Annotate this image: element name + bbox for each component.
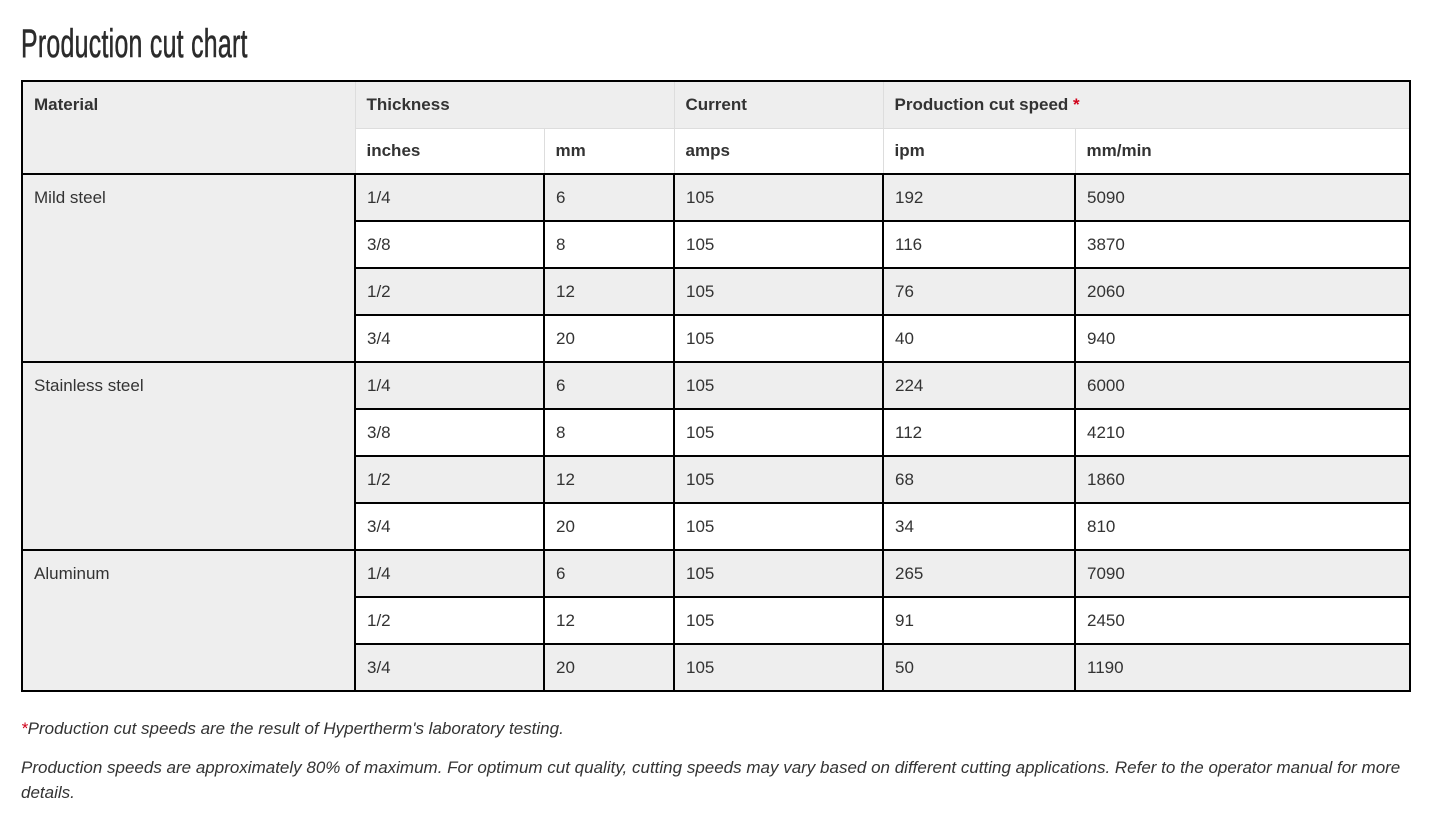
table-row <box>22 174 1410 221</box>
ipm-cell: 34 <box>883 503 1075 550</box>
amps-cell: 105 <box>674 315 883 362</box>
amps-cell: 105 <box>674 597 883 644</box>
material-header: Material <box>22 81 355 174</box>
inches-cell: 3/4 <box>355 315 544 362</box>
inches-cell: 1/4 <box>355 174 544 221</box>
mm-min-cell: 6000 <box>1075 362 1410 409</box>
amps-subheader: amps <box>674 128 883 174</box>
mm-min-cell: 3870 <box>1075 221 1410 268</box>
table-body <box>22 174 1410 691</box>
asterisk-marker: * <box>21 719 28 738</box>
inches-cell: 3/8 <box>355 221 544 268</box>
disclaimer-note: Production speeds are approximately 80% of maximum. For optimum cut quality, cutting speeds may vary based on different cutting applications. Refer to the operator manual for more details. <box>21 758 1401 802</box>
table-row <box>22 550 1410 597</box>
mm-min-cell: 2450 <box>1075 597 1410 644</box>
mm-cell: 6 <box>544 174 674 221</box>
material-cell: Aluminum <box>22 550 355 691</box>
amps-cell: 105 <box>674 456 883 503</box>
mm-subheader: mm <box>544 128 674 174</box>
inches-cell: 1/4 <box>355 362 544 409</box>
ipm-cell: 76 <box>883 268 1075 315</box>
mm-min-subheader: mm/min <box>1075 128 1410 174</box>
asterisk-marker: * <box>1073 94 1080 114</box>
amps-cell: 105 <box>674 644 883 691</box>
mm-cell: 20 <box>544 644 674 691</box>
material-cell: Stainless steel <box>22 362 355 550</box>
material-cell: Mild steel <box>22 174 355 362</box>
footnote <box>21 716 1411 741</box>
amps-cell: 105 <box>674 221 883 268</box>
amps-cell: 105 <box>674 503 883 550</box>
ipm-cell: 224 <box>883 362 1075 409</box>
amps-cell: 105 <box>674 268 883 315</box>
ipm-cell: 112 <box>883 409 1075 456</box>
inches-cell: 3/4 <box>355 503 544 550</box>
mm-min-cell: 4210 <box>1075 409 1410 456</box>
ipm-cell: 116 <box>883 221 1075 268</box>
mm-min-cell: 810 <box>1075 503 1410 550</box>
mm-cell: 20 <box>544 315 674 362</box>
mm-cell: 8 <box>544 409 674 456</box>
mm-cell: 6 <box>544 362 674 409</box>
ipm-cell: 192 <box>883 174 1075 221</box>
inches-subheader: inches <box>355 128 544 174</box>
inches-cell: 1/2 <box>355 268 544 315</box>
page-title: Production cut chart <box>21 22 248 66</box>
table-row <box>22 362 1410 409</box>
speed-header <box>883 81 1410 128</box>
footnote-text: Production cut speeds are the result of Hypertherm's laboratory testing. <box>27 719 564 738</box>
mm-cell: 6 <box>544 550 674 597</box>
amps-cell: 105 <box>674 409 883 456</box>
header-row <box>22 81 1410 128</box>
inches-cell: 1/4 <box>355 550 544 597</box>
amps-cell: 105 <box>674 362 883 409</box>
speed-header-label: Production cut speed <box>894 94 1069 114</box>
inches-cell: 3/8 <box>355 409 544 456</box>
amps-cell: 105 <box>674 550 883 597</box>
ipm-cell: 91 <box>883 597 1075 644</box>
mm-min-cell: 940 <box>1075 315 1410 362</box>
inches-cell: 1/2 <box>355 456 544 503</box>
mm-cell: 8 <box>544 221 674 268</box>
mm-cell: 12 <box>544 597 674 644</box>
mm-min-cell: 1860 <box>1075 456 1410 503</box>
current-header: Current <box>674 81 883 128</box>
thickness-header: Thickness <box>355 81 674 128</box>
mm-min-cell: 5090 <box>1075 174 1410 221</box>
mm-min-cell: 7090 <box>1075 550 1410 597</box>
amps-cell: 105 <box>674 174 883 221</box>
ipm-cell: 68 <box>883 456 1075 503</box>
inches-cell: 3/4 <box>355 644 544 691</box>
mm-min-cell: 1190 <box>1075 644 1410 691</box>
mm-cell: 12 <box>544 268 674 315</box>
mm-cell: 12 <box>544 456 674 503</box>
production-cut-chart-table <box>21 80 1411 692</box>
ipm-cell: 50 <box>883 644 1075 691</box>
ipm-subheader: ipm <box>883 128 1075 174</box>
mm-min-cell: 2060 <box>1075 268 1410 315</box>
ipm-cell: 265 <box>883 550 1075 597</box>
inches-cell: 1/2 <box>355 597 544 644</box>
ipm-cell: 40 <box>883 315 1075 362</box>
mm-cell: 20 <box>544 503 674 550</box>
